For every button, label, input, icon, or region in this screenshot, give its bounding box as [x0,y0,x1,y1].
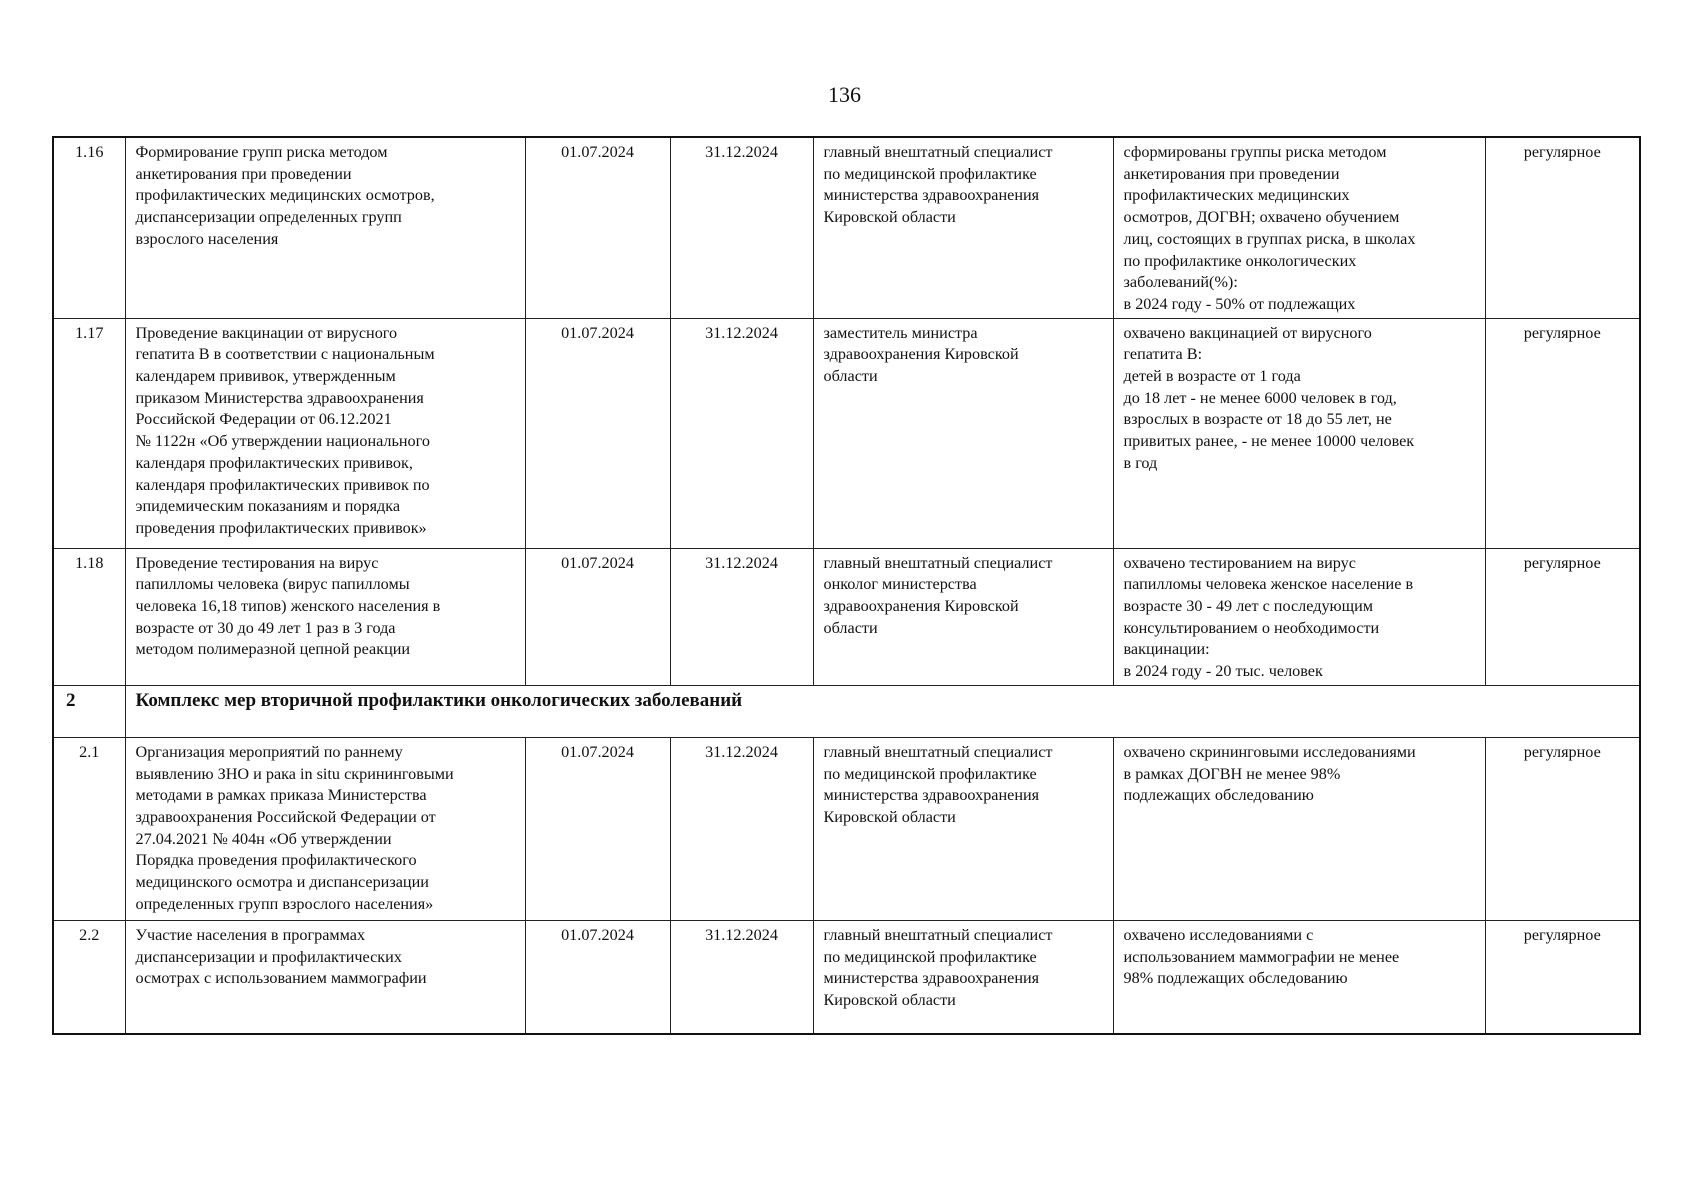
responsible-cell-line: Кировской области [823,990,956,1009]
item-number: 1.16 [53,137,125,318]
activity-cell-line: методом полимеразной цепной реакции [135,640,411,659]
activity-cell-line: приказом Министерства здравоохранения [135,388,424,407]
activity-cell-line: календаря профилактических прививок по [135,475,430,494]
activity-cell-line: 27.04.2021 № 404н «Об утверждении [135,829,392,848]
responsible-cell [813,548,1113,685]
measures-table [52,136,1641,1035]
item-number: 2.1 [53,737,125,920]
activity-cell-line: проведения профилактических прививок» [135,518,427,537]
item-number: 2.2 [53,920,125,1034]
responsible-cell-line: по медицинской профилактике [823,764,1037,783]
activity-cell-line: медицинского осмотра и диспансеризации [135,873,429,892]
section-title: Комплекс мер вторичной профилактики онкологических заболеваний [125,685,1640,737]
activity-cell-line: календаря профилактических прививок, [135,453,413,472]
result-cell-line: 98% подлежащих обследованию [1123,969,1348,988]
frequency-cell: регулярное [1485,137,1640,318]
result-cell-line: взрослых в возрасте от 18 до 55 лет, не [1123,410,1392,429]
end-date: 31.12.2024 [670,737,813,920]
activity-cell-line: Формирование групп риска методом [135,143,388,161]
result-cell-line: подлежащих обследованию [1123,786,1314,805]
item-number: 1.17 [53,318,125,548]
activity-cell-line: эпидемическим показаниям и порядка [135,497,401,516]
result-cell [1113,548,1485,685]
start-date: 01.07.2024 [525,548,670,685]
result-cell-line: осмотров, ДОГВН; охвачено обучением [1123,208,1400,227]
activity-cell-line: осмотрах с использованием маммографии [135,969,427,988]
page-number: 136 [828,82,861,107]
result-cell-line: профилактических медицинских [1123,186,1350,205]
start-date: 01.07.2024 [525,318,670,548]
result-cell-line: в год [1123,453,1158,472]
responsible-cell-line: главный внештатный специалист [823,553,1053,572]
section-number: 2 [53,685,125,737]
result-cell [1113,318,1485,548]
result-cell [1113,737,1485,920]
end-date: 31.12.2024 [670,920,813,1034]
result-cell-line: заболеваний(%): [1123,273,1238,292]
responsible-cell-line: по медицинской профилактике [823,164,1037,183]
activity-cell-line: папилломы человека (вирус папилломы [135,575,410,594]
responsible-cell [813,737,1113,920]
result-cell [1113,137,1485,318]
activity-cell-line: Участие населения в программах [135,925,366,944]
table-row [53,920,1640,1034]
activity-cell [125,548,525,685]
responsible-cell-line: министерства здравоохранения [823,186,1040,205]
result-cell-line: до 18 лет - не менее 6000 человек в год, [1123,388,1397,407]
result-cell-line: охвачено тестированием на вирус [1123,553,1356,572]
result-cell-line: детей в возрасте от 1 года [1123,367,1301,386]
start-date: 01.07.2024 [525,920,670,1034]
result-cell-line: консультированием о необходимости [1123,618,1380,637]
activity-cell-line: диспансеризации определенных групп [135,208,402,227]
activity-cell-line: Организация мероприятий по раннему [135,742,403,761]
responsible-cell-line: области [823,618,878,637]
responsible-cell-line: Кировской области [823,807,956,826]
table-row [53,318,1640,548]
end-date: 31.12.2024 [670,548,813,685]
table-row [53,737,1640,920]
end-date: 31.12.2024 [670,137,813,318]
frequency-cell: регулярное [1485,548,1640,685]
activity-cell [125,737,525,920]
result-cell-line: возрасте 30 - 49 лет с последующим [1123,597,1373,616]
activity-cell [125,137,525,318]
result-cell-line: папилломы человека женское население в [1123,575,1414,594]
end-date: 31.12.2024 [670,318,813,548]
activity-cell-line: анкетирования при проведении [135,164,352,183]
result-cell-line: охвачено вакцинацией от вирусного [1123,323,1372,342]
result-cell-line: в рамках ДОГВН не менее 98% [1123,764,1341,783]
activity-cell [125,318,525,548]
activity-cell-line: диспансеризации и профилактических [135,947,402,966]
responsible-cell-line: по медицинской профилактике [823,947,1037,966]
activity-cell-line: Порядка проведения профилактического [135,851,417,870]
result-cell-line: вакцинации: [1123,640,1210,659]
result-cell-line: сформированы группы риска методом [1123,143,1387,161]
start-date: 01.07.2024 [525,737,670,920]
responsible-cell-line: здравоохранения Кировской [823,597,1019,616]
responsible-cell-line: заместитель министра [823,323,978,342]
frequency-cell: регулярное [1485,318,1640,548]
activity-cell-line: гепатита В в соответствии с национальным [135,345,435,364]
responsible-cell-line: области [823,367,878,386]
activity-cell-line: человека 16,18 типов) женского населения в [135,597,441,616]
responsible-cell-line: министерства здравоохранения [823,969,1040,988]
responsible-cell-line: министерства здравоохранения [823,786,1040,805]
activity-cell-line: Проведение тестирования на вирус [135,553,379,572]
result-cell-line: использованием маммографии не менее [1123,947,1400,966]
result-cell [1113,920,1485,1034]
activity-cell-line: выявлению ЗНО и рака in situ скрининговыми [135,764,454,783]
responsible-cell [813,318,1113,548]
table-row [53,137,1640,318]
result-cell-line: в 2024 году - 50% от подлежащих [1123,294,1356,313]
item-number: 1.18 [53,548,125,685]
table-row [53,548,1640,685]
result-cell-line: охвачено скрининговыми исследованиями [1123,742,1416,761]
activity-cell-line: взрослого населения [135,229,279,248]
activity-cell-line: возрасте от 30 до 49 лет 1 раз в 3 года [135,618,396,637]
activity-cell-line: № 1122н «Об утверждении национального [135,432,430,451]
frequency-cell: регулярное [1485,737,1640,920]
activity-cell-line: Российской Федерации от 06.12.2021 [135,410,392,429]
activity-cell-line: здравоохранения Российской Федерации от [135,807,436,826]
frequency-cell: регулярное [1485,920,1640,1034]
responsible-cell-line: главный внештатный специалист [823,925,1053,944]
activity-cell-line: определенных групп взрослого населения» [135,894,434,913]
responsible-cell-line: здравоохранения Кировской [823,345,1019,364]
responsible-cell-line: главный внештатный специалист [823,143,1053,161]
result-cell-line: анкетирования при проведении [1123,164,1340,183]
section-row [53,685,1640,737]
activity-cell [125,920,525,1034]
result-cell-line: в 2024 году - 20 тыс. человек [1123,662,1323,681]
activity-cell-line: Проведение вакцинации от вирусного [135,323,398,342]
result-cell-line: охвачено исследованиями с [1123,925,1314,944]
activity-cell-line: профилактических медицинских осмотров, [135,186,435,205]
responsible-cell [813,137,1113,318]
activity-cell-line: календарем прививок, утвержденным [135,367,396,386]
responsible-cell-line: Кировской области [823,208,956,227]
result-cell-line: по профилактике онкологических [1123,251,1357,270]
result-cell-line: лиц, состоящих в группах риска, в школах [1123,229,1416,248]
start-date: 01.07.2024 [525,137,670,318]
responsible-cell [813,920,1113,1034]
responsible-cell-line: онколог министерства [823,575,977,594]
responsible-cell-line: главный внештатный специалист [823,742,1053,761]
activity-cell-line: методами в рамках приказа Министерства [135,786,427,805]
result-cell-line: привитых ранее, - не менее 10000 человек [1123,432,1415,451]
result-cell-line: гепатита В: [1123,345,1203,364]
